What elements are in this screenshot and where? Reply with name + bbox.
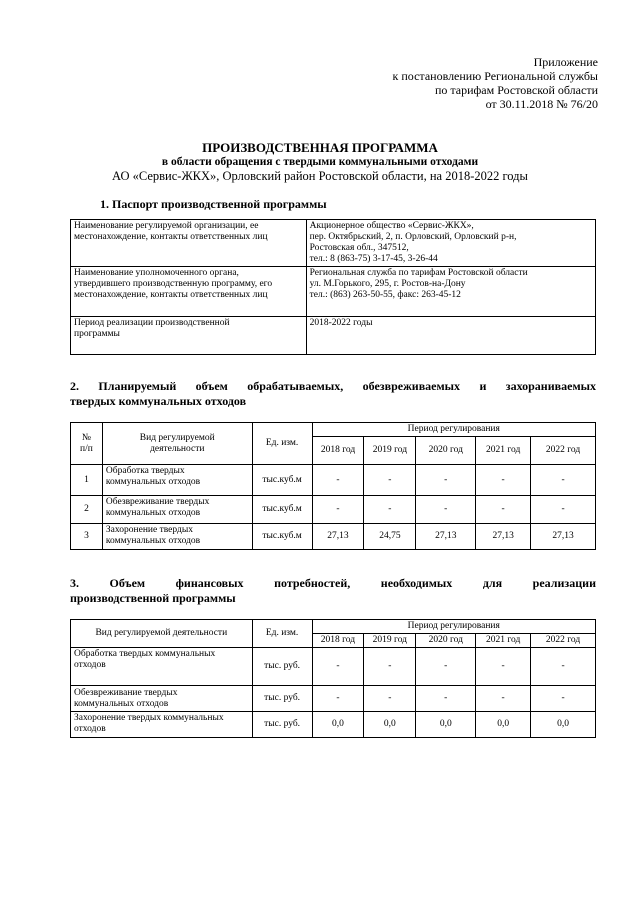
row-value: - [312,648,364,686]
section-2-heading-cont: твердых коммунальных отходов [70,394,247,408]
row-activity: Захоронение твердых коммунальных отходов [102,524,252,550]
row-unit: тыс.куб.м [252,496,312,524]
table-row [71,712,596,738]
col-header-year: 2018 год [312,437,364,465]
row-value: 0,0 [416,712,476,738]
col-header-year: 2021 год [476,634,531,648]
appendix-date: от 30.11.2018 № 76/20 [485,97,598,111]
row-value: - [531,465,596,496]
document-title [0,140,640,184]
row-unit: тыс.куб.м [252,465,312,496]
row-value: 27,13 [531,524,596,550]
row-value: 0,0 [476,712,531,738]
col-header-num: № п/п [71,423,103,465]
section-2-heading: 2. Планируемый объем обрабатываемых, обезвреживаемых и захораниваемых [70,379,596,393]
table-row [71,317,596,355]
row-value: - [364,686,416,712]
table-row [71,267,596,317]
row-value: - [364,648,416,686]
appendix-line: по тарифам Ростовской области [434,83,598,97]
col-header-year: 2019 год [364,634,416,648]
row-num: 3 [71,524,103,550]
passport-value: Акционерное общество «Сервис-ЖКХ», пер. Октябрьский, 2, п. Орловский, Орловский р-н, Ростовская обл., 347512, тел.: 8 (863-75) 3-17-45, 3-26-44 [306,220,595,267]
col-header-year: 2020 год [416,634,476,648]
table-row [71,465,596,496]
row-value: - [476,496,531,524]
row-value: - [364,496,416,524]
appendix-line: к постановлению Региональной службы [392,69,598,83]
row-value: - [416,496,476,524]
row-value: - [312,465,364,496]
col-header-unit: Ед. изм. [252,423,312,465]
title-line-3: АО «Сервис-ЖКХ», Орловский район Ростовской области, на 2018-2022 годы [112,169,528,183]
col-header-year: 2022 год [531,634,596,648]
title-line-2: в области обращения с твердыми коммунальными отходами [161,156,479,168]
passport-table [70,219,596,355]
col-header-year: 2018 год [312,634,364,648]
row-value: 0,0 [531,712,596,738]
row-value: - [531,648,596,686]
row-unit: тыс. руб. [252,686,312,712]
row-unit: тыс. руб. [252,712,312,738]
col-header-year: 2020 год [416,437,476,465]
volume-table [70,422,596,550]
table-row [71,686,596,712]
row-value: - [476,648,531,686]
passport-label: Наименование регулируемой организации, ее местонахождение, контакты ответственных лиц [71,220,307,267]
row-num: 2 [71,496,103,524]
passport-label: Наименование уполномоченного органа, утвердившего производственную программу, его местонахождение, контакты ответственных лиц [71,267,307,317]
table-row [71,220,596,267]
row-value: - [531,496,596,524]
col-header-year: 2021 год [476,437,531,465]
row-value: 24,75 [364,524,416,550]
row-activity: Обезвреживание твердых коммунальных отходов [102,496,252,524]
row-value: 27,13 [476,524,531,550]
row-value: - [312,686,364,712]
row-value: - [312,496,364,524]
row-value: - [476,686,531,712]
table-row [71,496,596,524]
row-activity: Обработка твердых коммунальных отходов [71,648,253,686]
passport-label: Период реализации производственной программы [71,317,307,355]
row-unit: тыс.куб.м [252,524,312,550]
col-header-year: 2022 год [531,437,596,465]
passport-value: 2018-2022 годы [306,317,595,355]
header-row [71,423,596,437]
section-1-heading: 1. Паспорт производственной программы [100,197,327,211]
row-value: - [531,686,596,712]
row-activity: Обработка твердых коммунальных отходов [102,465,252,496]
col-header-period: Период регулирования [312,423,595,437]
row-unit: тыс. руб. [252,648,312,686]
section-3-heading: 3. Объем финансовых потребностей, необходимых для реализации [70,576,596,590]
finance-table [70,619,596,738]
row-value: 0,0 [364,712,416,738]
section-3-heading-cont: производственной программы [70,591,236,605]
row-value: 0,0 [312,712,364,738]
row-activity: Захоронение твердых коммунальных отходов [71,712,253,738]
appendix-line: Приложение [533,55,598,69]
row-value: 27,13 [416,524,476,550]
row-value: - [476,465,531,496]
col-header-activity: Вид регулируемой деятельности [71,620,253,648]
appendix-block [393,55,598,111]
row-value: - [416,465,476,496]
col-header-activity: Вид регулируемой деятельности [102,423,252,465]
title-line-1: ПРОИЗВОДСТВЕННАЯ ПРОГРАММА [202,140,438,155]
table-row [71,524,596,550]
row-num: 1 [71,465,103,496]
col-header-period: Период регулирования [312,620,596,634]
row-value: - [416,686,476,712]
row-value: - [364,465,416,496]
row-value: 27,13 [312,524,364,550]
passport-value: Региональная служба по тарифам Ростовской области ул. М.Горького, 295, г. Ростов-на-Дону тел.: (863) 263-50-55, факс: 263-45-12 [306,267,595,317]
table-row [71,648,596,686]
row-value: - [416,648,476,686]
col-header-unit: Ед. изм. [252,620,312,648]
header-row [71,620,596,634]
row-activity: Обезвреживание твердых коммунальных отходов [71,686,253,712]
col-header-year: 2019 год [364,437,416,465]
